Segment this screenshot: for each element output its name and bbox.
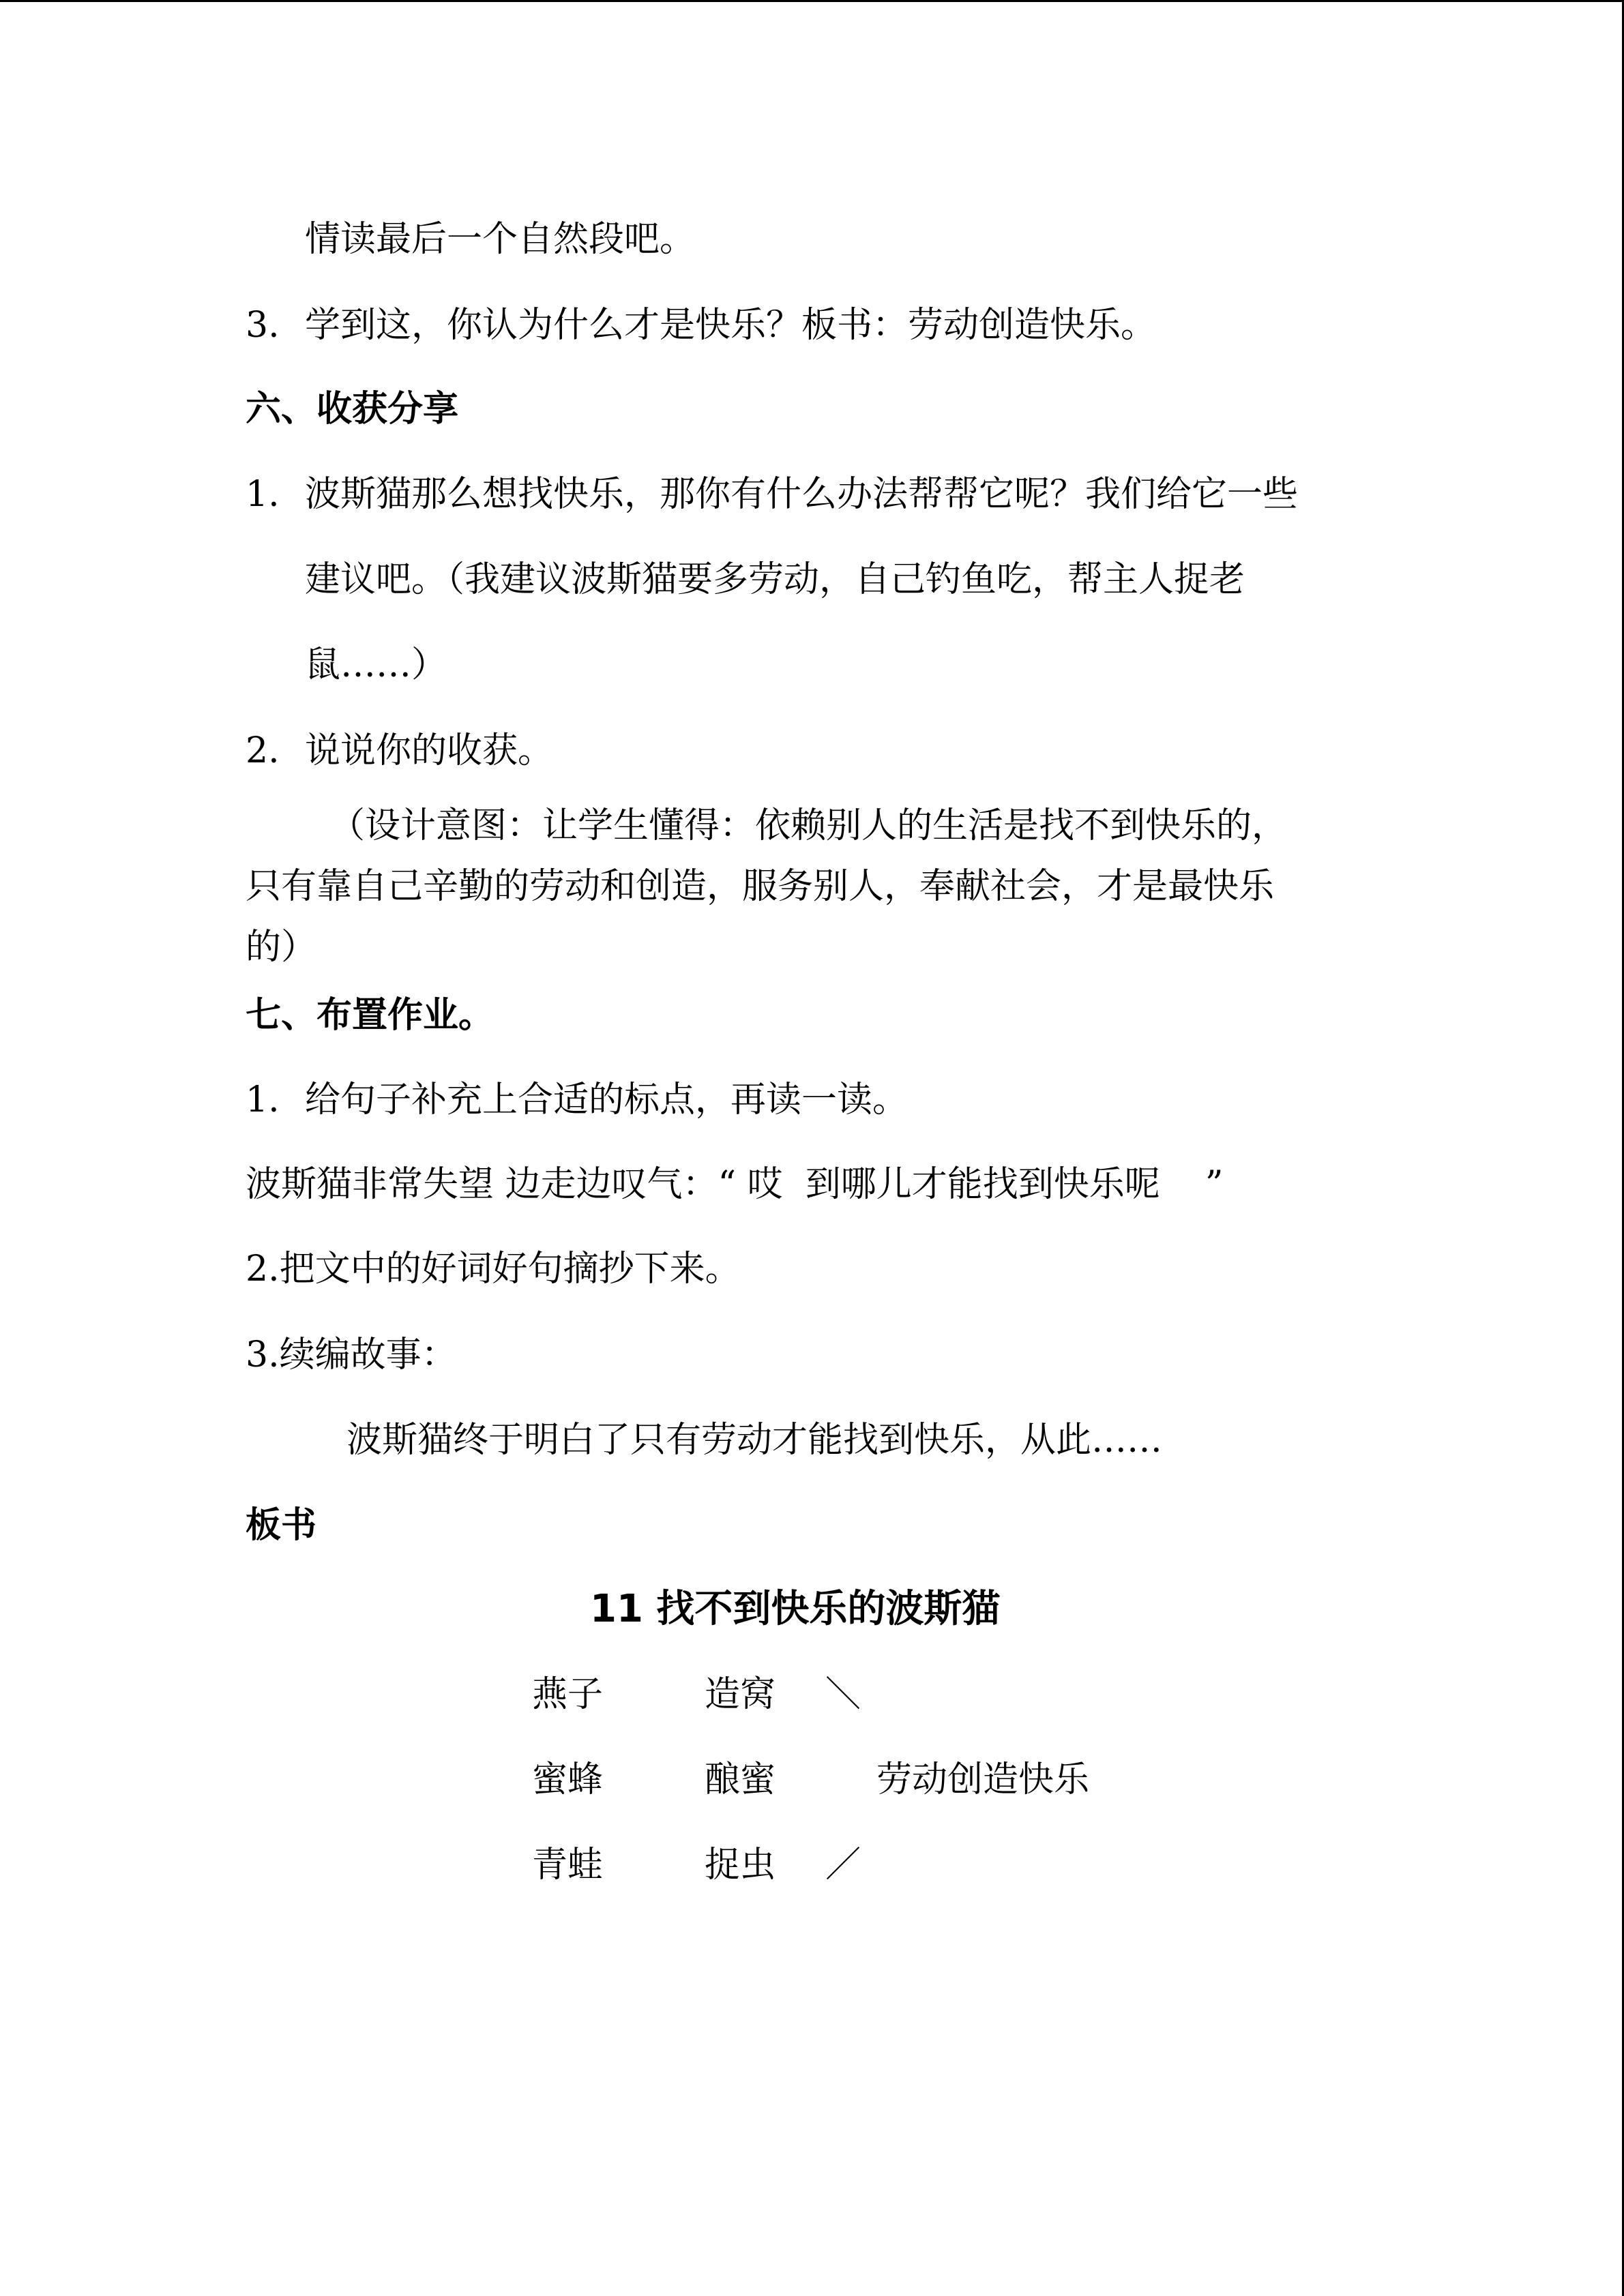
section-heading-6: 六、收获分享 bbox=[246, 389, 459, 430]
board-title: 11 找不到快乐的波斯猫 bbox=[590, 1587, 1001, 1631]
board-action: 酿蜜 bbox=[705, 1759, 776, 1800]
board-animal: 燕子 bbox=[532, 1674, 604, 1715]
board-label: 板书 bbox=[246, 1505, 317, 1546]
section-heading-7: 七、布置作业。 bbox=[246, 995, 494, 1036]
exercise-sentence: 波斯猫非常失望 边走边叹气：“ 哎 到哪儿才能找到快乐呢 ” bbox=[246, 1164, 1224, 1205]
text-line: 给句子补充上合适的标点，再读一读。 bbox=[305, 1079, 909, 1120]
text-line: 说说你的收获。 bbox=[305, 730, 554, 771]
page-border-top bbox=[0, 0, 1624, 2]
board-animal: 蜜蜂 bbox=[532, 1759, 604, 1800]
design-intent-line: （设计意图：让学生懂得：依赖别人的生活是找不到快乐的， bbox=[329, 805, 1288, 846]
list-number: 2. bbox=[246, 730, 280, 771]
text-line: 学到这，你认为什么才是快乐？板书：劳动创造快乐。 bbox=[305, 305, 1157, 346]
board-connector-mark: ＼ bbox=[825, 1674, 861, 1715]
list-number: 1. bbox=[246, 1079, 280, 1120]
board-connector-mark: ／ bbox=[825, 1845, 861, 1885]
design-intent-line: 只有靠自己辛勤的劳动和创造，服务别人，奉献社会，才是最快乐 bbox=[246, 866, 1275, 907]
text-line: 3.续编故事： bbox=[246, 1335, 457, 1375]
board-conclusion: 劳动创造快乐 bbox=[876, 1759, 1090, 1800]
text-line: 2.把文中的好词好句摘抄下来。 bbox=[246, 1249, 741, 1289]
list-number: 3. bbox=[246, 305, 280, 346]
text-line: 波斯猫终于明白了只有劳动才能找到快乐，从此…… bbox=[346, 1420, 1163, 1461]
board-action: 造窝 bbox=[705, 1674, 776, 1715]
design-intent-line: 的） bbox=[246, 927, 317, 968]
text-line: 建议吧。（我建议波斯猫要多劳动，自己钓鱼吃，帮主人捉老 bbox=[305, 559, 1245, 600]
board-animal: 青蛙 bbox=[532, 1845, 604, 1885]
text-line: 鼠……） bbox=[305, 644, 447, 685]
list-number: 1. bbox=[246, 474, 280, 515]
text-line: 波斯猫那么想找快乐，那你有什么办法帮帮它呢？我们给它一些 bbox=[305, 474, 1299, 515]
board-action: 捉虫 bbox=[705, 1845, 776, 1885]
text-line: 情读最后一个自然段吧。 bbox=[305, 219, 696, 260]
